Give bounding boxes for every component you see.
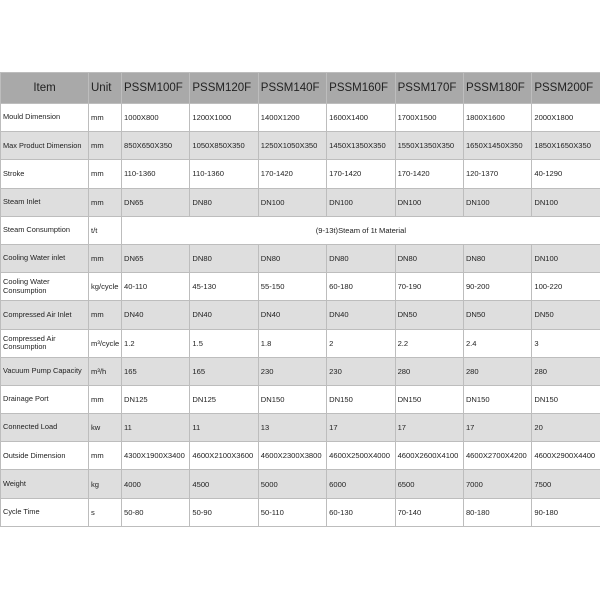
header-model: PSSM140F (258, 73, 326, 104)
value-cell: 1.2 (122, 329, 190, 357)
value-cell: 170-1420 (327, 160, 395, 188)
row-unit: kw (89, 414, 122, 442)
value-cell: 2 (327, 329, 395, 357)
value-cell: 280 (463, 357, 531, 385)
row-unit: mm (89, 385, 122, 413)
value-cell: 4600X2700X4200 (463, 442, 531, 470)
value-cell: 165 (122, 357, 190, 385)
value-cell: DN40 (258, 301, 326, 329)
row-unit: s (89, 498, 122, 526)
value-cell: DN40 (122, 301, 190, 329)
table-row (1, 132, 600, 160)
row-label: Compressed Air Inlet (1, 301, 89, 329)
value-cell: 4000 (122, 470, 190, 498)
value-cell: DN100 (258, 188, 326, 216)
value-cell: DN100 (532, 188, 600, 216)
table-row (1, 385, 600, 413)
value-cell: 1450X1350X350 (327, 132, 395, 160)
value-cell: DN40 (327, 301, 395, 329)
value-cell: 17 (463, 414, 531, 442)
value-cell: DN80 (190, 188, 258, 216)
value-cell: 7000 (463, 470, 531, 498)
value-cell: DN100 (532, 244, 600, 272)
value-cell: 50-80 (122, 498, 190, 526)
table-row (1, 329, 600, 357)
value-cell: 2.2 (395, 329, 463, 357)
value-cell: 13 (258, 414, 326, 442)
table-row (1, 470, 600, 498)
row-label: Vacuum Pump Capacity (1, 357, 89, 385)
row-unit: mm (89, 132, 122, 160)
value-cell: DN50 (532, 301, 600, 329)
value-cell: 100-220 (532, 273, 600, 301)
value-cell: 20 (532, 414, 600, 442)
value-cell: 1700X1500 (395, 104, 463, 132)
value-cell: 50-90 (190, 498, 258, 526)
table-row (1, 104, 600, 132)
table-row (1, 273, 600, 301)
value-cell: 2000X1800 (532, 104, 600, 132)
value-cell: 170-1420 (258, 160, 326, 188)
value-cell: 6000 (327, 470, 395, 498)
row-unit: mm (89, 160, 122, 188)
value-cell: 17 (395, 414, 463, 442)
row-label: Drainage Port (1, 385, 89, 413)
value-cell: 55-150 (258, 273, 326, 301)
row-label: Outside Dimension (1, 442, 89, 470)
value-cell: 90-180 (532, 498, 600, 526)
value-cell: 1550X1350X350 (395, 132, 463, 160)
value-cell: DN80 (327, 244, 395, 272)
table-row (1, 301, 600, 329)
value-cell: 4300X1900X3400 (122, 442, 190, 470)
row-unit: m³/h (89, 357, 122, 385)
table-row (1, 188, 600, 216)
value-cell: 40-1290 (532, 160, 600, 188)
header-unit: Unit (89, 73, 122, 104)
value-cell: DN80 (190, 244, 258, 272)
value-cell: 230 (258, 357, 326, 385)
row-label: Cycle Time (1, 498, 89, 526)
table-row (1, 498, 600, 526)
value-cell: 280 (395, 357, 463, 385)
table-row (1, 160, 600, 188)
row-label: Mould Dimension (1, 104, 89, 132)
header-model: PSSM100F (122, 73, 190, 104)
value-cell: 170-1420 (395, 160, 463, 188)
row-label: Cooling Water Consumption (1, 273, 89, 301)
value-cell: 7500 (532, 470, 600, 498)
row-unit: t/t (89, 216, 122, 244)
value-cell: 1.5 (190, 329, 258, 357)
header-model: PSSM200F (532, 73, 600, 104)
value-cell: 120-1370 (463, 160, 531, 188)
value-cell: 60-180 (327, 273, 395, 301)
header-model: PSSM180F (463, 73, 531, 104)
value-cell: 1250X1050X350 (258, 132, 326, 160)
value-cell: 4600X2100X3600 (190, 442, 258, 470)
row-label: Max Product Dimension (1, 132, 89, 160)
value-cell: DN40 (190, 301, 258, 329)
header-model: PSSM170F (395, 73, 463, 104)
value-cell: DN125 (190, 385, 258, 413)
value-cell: 5000 (258, 470, 326, 498)
spec-table (0, 72, 600, 527)
row-label: Connected Load (1, 414, 89, 442)
value-cell: DN50 (463, 301, 531, 329)
row-unit: mm (89, 188, 122, 216)
value-cell: 2.4 (463, 329, 531, 357)
value-cell: DN150 (327, 385, 395, 413)
value-cell: 280 (532, 357, 600, 385)
value-cell: 90-200 (463, 273, 531, 301)
value-cell: DN150 (395, 385, 463, 413)
value-cell: 1850X1650X350 (532, 132, 600, 160)
value-cell: DN100 (395, 188, 463, 216)
value-cell: DN100 (463, 188, 531, 216)
value-cell: 4600X2500X4000 (327, 442, 395, 470)
value-cell: 1200X1000 (190, 104, 258, 132)
row-unit: mm (89, 104, 122, 132)
value-cell: 1650X1450X350 (463, 132, 531, 160)
value-cell: 3 (532, 329, 600, 357)
value-cell: 11 (122, 414, 190, 442)
value-cell: DN65 (122, 188, 190, 216)
value-cell: 165 (190, 357, 258, 385)
value-cell: 4600X2300X3800 (258, 442, 326, 470)
value-cell: 45-130 (190, 273, 258, 301)
row-label: Weight (1, 470, 89, 498)
value-cell: 1800X1600 (463, 104, 531, 132)
header-model: PSSM160F (327, 73, 395, 104)
value-cell: 70-140 (395, 498, 463, 526)
value-cell: 40-110 (122, 273, 190, 301)
row-unit: mm (89, 442, 122, 470)
row-unit: kg (89, 470, 122, 498)
row-label: Compressed Air Consumption (1, 329, 89, 357)
value-cell: 80-180 (463, 498, 531, 526)
value-cell: DN80 (258, 244, 326, 272)
value-cell: DN50 (395, 301, 463, 329)
table-row (1, 357, 600, 385)
row-label: Stroke (1, 160, 89, 188)
value-cell: DN150 (532, 385, 600, 413)
value-cell: DN125 (122, 385, 190, 413)
value-cell: DN80 (463, 244, 531, 272)
header-row (1, 73, 600, 104)
value-cell: 1050X850X350 (190, 132, 258, 160)
row-unit: m³/cycle (89, 329, 122, 357)
header-model: PSSM120F (190, 73, 258, 104)
value-cell: DN80 (395, 244, 463, 272)
value-cell: 110-1360 (190, 160, 258, 188)
header-item: Item (1, 73, 89, 104)
value-cell: 850X650X350 (122, 132, 190, 160)
value-cell: 4600X2600X4100 (395, 442, 463, 470)
value-cell: DN150 (258, 385, 326, 413)
table-row (1, 414, 600, 442)
value-cell: 1.8 (258, 329, 326, 357)
row-label: Steam Consumption (1, 216, 89, 244)
value-cell: DN150 (463, 385, 531, 413)
row-unit: mm (89, 244, 122, 272)
row-unit: mm (89, 301, 122, 329)
value-cell: 4600X2900X4400 (532, 442, 600, 470)
value-cell: 17 (327, 414, 395, 442)
value-cell: 60-130 (327, 498, 395, 526)
value-cell: DN100 (327, 188, 395, 216)
table-body (1, 104, 600, 527)
value-cell: DN65 (122, 244, 190, 272)
table-row (1, 442, 600, 470)
row-label: Steam Inlet (1, 188, 89, 216)
table-row (1, 216, 600, 244)
value-cell: 1600X1400 (327, 104, 395, 132)
value-cell: 1400X1200 (258, 104, 326, 132)
value-cell: 6500 (395, 470, 463, 498)
value-cell: 50-110 (258, 498, 326, 526)
value-cell: 4500 (190, 470, 258, 498)
merged-value-cell: (9-13t)Steam of 1t Material (122, 216, 600, 244)
value-cell: 70-190 (395, 273, 463, 301)
value-cell: 110-1360 (122, 160, 190, 188)
value-cell: 1000X800 (122, 104, 190, 132)
row-unit: kg/cycle (89, 273, 122, 301)
value-cell: 230 (327, 357, 395, 385)
table-row (1, 244, 600, 272)
row-label: Cooling Water inlet (1, 244, 89, 272)
value-cell: 11 (190, 414, 258, 442)
